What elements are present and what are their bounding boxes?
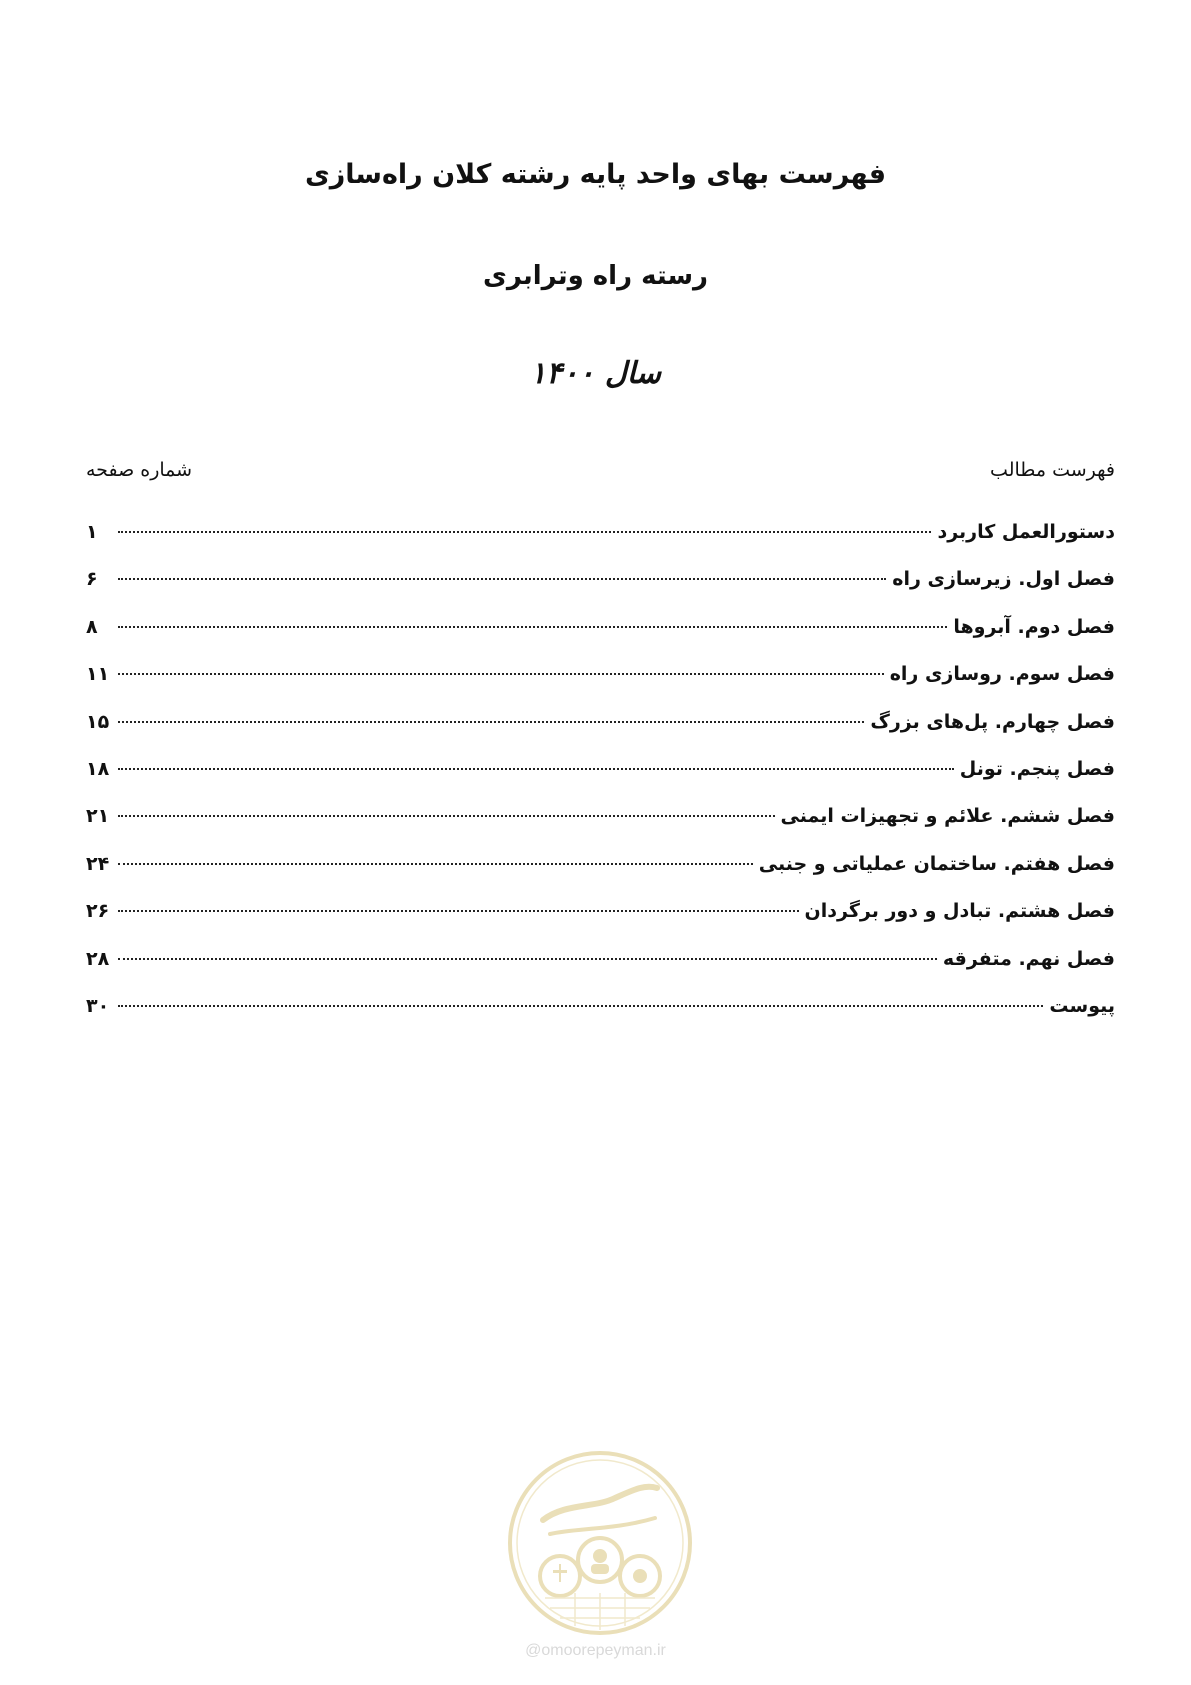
- dot-leader: [118, 863, 753, 865]
- document-year: سال ۱۴۰۰: [530, 356, 661, 391]
- toc-entry-title: فصل پنجم. تونل: [959, 757, 1115, 780]
- toc-entry[interactable]: [86, 565, 1115, 612]
- dot-leader: [118, 768, 954, 770]
- toc-entry-title: فصل چهارم. پل‌های بزرگ: [870, 710, 1115, 733]
- toc-entry[interactable]: [86, 992, 1115, 1039]
- toc-entry-title: فصل اول. زیرسازی راه: [892, 568, 1115, 591]
- toc-entry-page: ۱۵: [86, 710, 110, 733]
- toc-entry[interactable]: [86, 850, 1115, 897]
- toc-entry-title: فصل سوم. روسازی راه: [889, 663, 1115, 686]
- toc-entry-page: ۱۱: [86, 663, 110, 686]
- dot-leader: [118, 673, 884, 675]
- toc-entry-page: ۲۱: [86, 805, 110, 828]
- toc-entry-title: فصل هشتم. تبادل و دور برگردان: [804, 900, 1115, 923]
- dot-leader: [118, 1005, 1043, 1007]
- toc-entry-title: دستورالعمل کاربرد: [937, 521, 1115, 543]
- dot-leader: [118, 815, 775, 817]
- watermark-logo: [505, 1448, 695, 1638]
- table-of-contents: [86, 518, 1115, 1039]
- document-title: فهرست بهای واحد پایه رشته کلان راه‌سازی: [304, 159, 886, 190]
- toc-entry-title: پیوست: [1049, 994, 1115, 1017]
- dot-leader: [118, 958, 937, 960]
- toc-entry-page: ۱۸: [86, 757, 110, 780]
- toc-header: [86, 456, 1115, 484]
- toc-heading: فهرست مطالب: [990, 459, 1115, 481]
- toc-entry-page: ۶: [86, 568, 98, 591]
- toc-entry[interactable]: [86, 945, 1115, 992]
- toc-entry[interactable]: [86, 660, 1115, 707]
- dot-leader: [118, 578, 886, 580]
- toc-entry-page: ۸: [86, 615, 98, 638]
- toc-entry-title: فصل ششم. علائم و تجهیزات ایمنی: [780, 805, 1115, 828]
- dot-leader: [118, 626, 947, 628]
- dot-leader: [118, 531, 931, 533]
- dot-leader: [118, 910, 799, 912]
- toc-entry-page: ۳۰: [86, 994, 110, 1017]
- document-subtitle: رسته راه وترابری: [482, 261, 709, 291]
- toc-entry[interactable]: [86, 708, 1115, 755]
- toc-entry-page: ۲۴: [86, 852, 110, 875]
- toc-entry-page: ۲۸: [86, 947, 110, 970]
- toc-entry-title: فصل دوم. آبروها: [953, 615, 1115, 638]
- toc-entry[interactable]: [86, 802, 1115, 849]
- watermark-url: @omoorepeyman.ir: [525, 1642, 666, 1659]
- toc-entry-title: فصل نهم. متفرقه: [942, 947, 1115, 970]
- dot-leader: [118, 721, 864, 723]
- page-number-heading: شماره صفحه: [86, 459, 193, 481]
- toc-entry-page: ۲۶: [86, 900, 110, 923]
- toc-entry[interactable]: [86, 518, 1115, 565]
- toc-entry[interactable]: [86, 897, 1115, 944]
- toc-entry[interactable]: [86, 613, 1115, 660]
- toc-entry-page: ۱: [86, 521, 98, 543]
- toc-entry-title: فصل هفتم. ساختمان عملیاتی و جنبی: [758, 852, 1115, 875]
- toc-entry[interactable]: [86, 755, 1115, 802]
